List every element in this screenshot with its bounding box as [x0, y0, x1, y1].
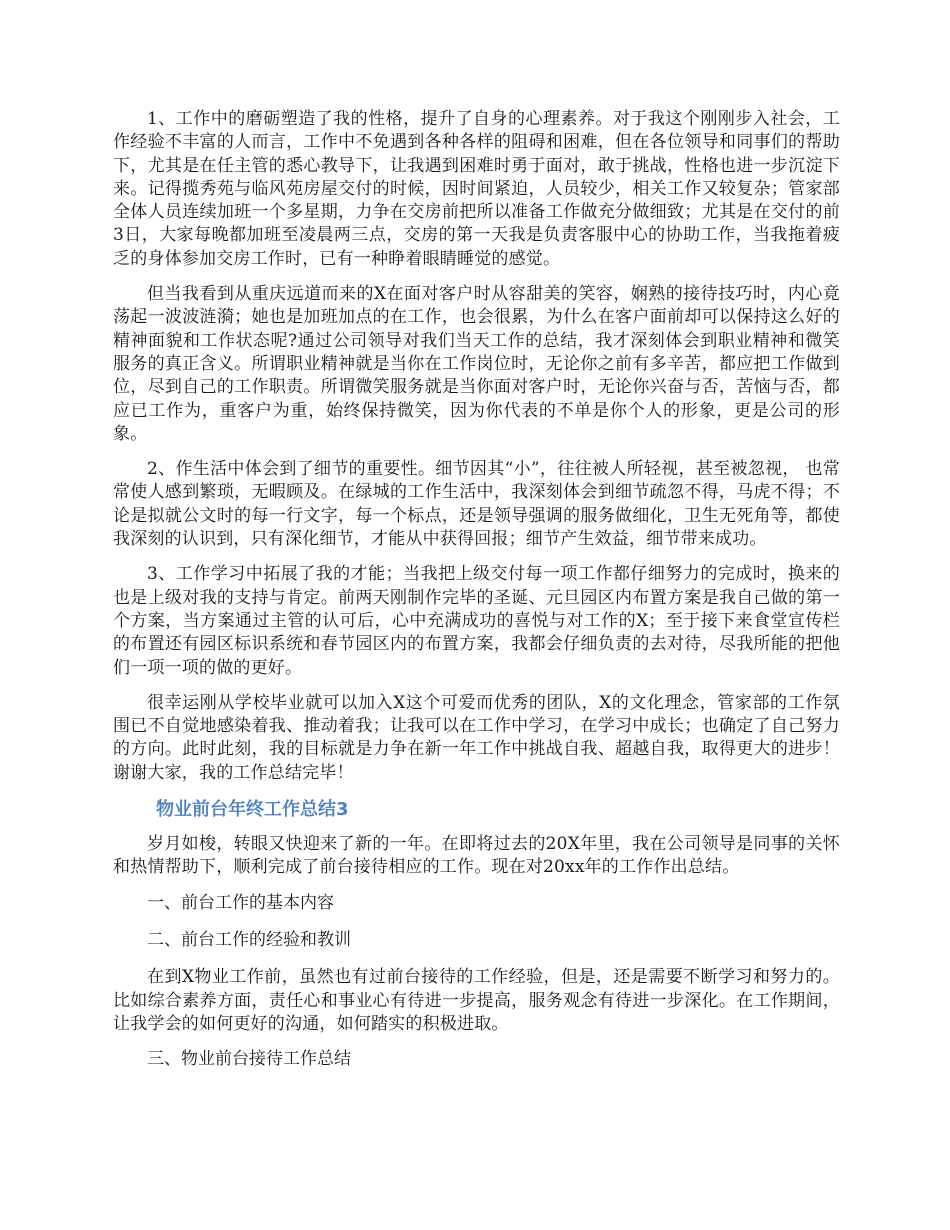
- paragraph-5: 很幸运刚从学校毕业就可以加入X这个可爱而优秀的团队，X的文化理念，管家部的工作氛围已不自觉地感染着我、推动着我；让我可以在工作中学习，在学习中成长；也确定了自己努力的方向。此时此刻，我的目标就是力争在新一年工作中挑战自我、超越自我，取得更大的进步！谢谢大家，我的工作总结完毕！: [113, 692, 840, 783]
- paragraph-7: 在到X物业工作前，虽然也有过前台接待的工作经验，但是，还是需要不断学习和努力的。比如综合素养方面，责任心和事业心有待进一步提高，服务观念有待进一步深化。在工作期间，让我学会的如何更好的沟通，如何踏实的积极进取。: [113, 967, 840, 1034]
- paragraph-1: 1、工作中的磨砺塑造了我的性格，提升了自身的心理素养。对于我这个刚刚步入社会，工作经验不丰富的人而言，工作中不免遇到各种各样的阻碍和困难，但在各位领导和同事们的帮助下，尤其是在任主管的悉心教导下，让我遇到困难时勇于面对，敢于挑战，性格也进一步沉淀下来。记得揽秀苑与临风苑房屋交付的时候，因时间紧迫，人员较少，相关工作又较复杂；管家部全体人员连续加班一个多星期，力争在交房前把所以准备工作做充分做细致；尤其是在交付的前3日，大家每晚都加班至凌晨两三点，交房的第一天我是负责客服中心的协助工作，当我拖着疲乏的身体参加交房工作时，已有一种睁着眼睛睡觉的感觉。: [113, 109, 840, 269]
- section-heading: 物业前台年终工作总结3: [156, 799, 349, 821]
- document-page: [113, 108, 840, 1085]
- list-item-3: 三、物业前台接待工作总结: [147, 1049, 351, 1070]
- paragraph-3: 2、作生活中体会到了细节的重要性。细节因其“小”，往往被人所轻视，甚至被忽视， 也常常使人感到繁琐，无暇顾及。在绿城的工作生活中，我深刻体会到细节疏忽不得，马虎不得；不论是拟就公文时的每一行文字，每一个标点，还是领导强调的服务做细化，卫生无死角等，都使我深刻的认识到，只有深化细节，才能从中获得回报；细节产生效益，细节带来成功。: [113, 459, 840, 550]
- paragraph-6: 岁月如梭，转眼又快迎来了新的一年。在即将过去的20X年里，我在公司领导是同事的关怀和热情帮助下，顺利完成了前台接待相应的工作。现在对20xx年的工作作出总结。: [113, 834, 840, 878]
- list-item-1: 一、前台工作的基本内容: [147, 892, 334, 913]
- list-item-2: 二、前台工作的经验和教训: [147, 929, 351, 950]
- paragraph-2: 但当我看到从重庆远道而来的X在面对客户时从容甜美的笑容，娴熟的接待技巧时，内心竟荡起一波波涟漪；她也是加班加点的在工作，也会很累，为什么在客户面前却可以保持这么好的精神面貌和工作状态呢?通过公司领导对我们当天工作的总结，我才深刻体会到职业精神和微笑服务的真正含义。所谓职业精神就是当你在工作岗位时，无论你之前有多辛苦，都应把工作做到位，尽到自己的工作职责。所谓微笑服务就是当你面对客户时，无论你兴奋与否，苦恼与否，都应已工作为，重客户为重，始终保持微笑，因为你代表的不单是你个人的形象，更是公司的形象。: [113, 284, 840, 444]
- paragraph-4: 3、工作学习中拓展了我的才能；当我把上级交付每一项工作都仔细努力的完成时，换来的也是上级对我的支持与肯定。前两天刚制作完毕的圣诞、元旦园区内布置方案是我自己做的第一个方案，当方案通过主管的认可后，心中充满成功的喜悦与对工作的X；至于接下来食堂宣传栏的布置还有园区标识系统和春节园区内的布置方案，我都会仔细负责的去对待，尽我所能的把他们一项一项的做的更好。: [113, 564, 840, 678]
